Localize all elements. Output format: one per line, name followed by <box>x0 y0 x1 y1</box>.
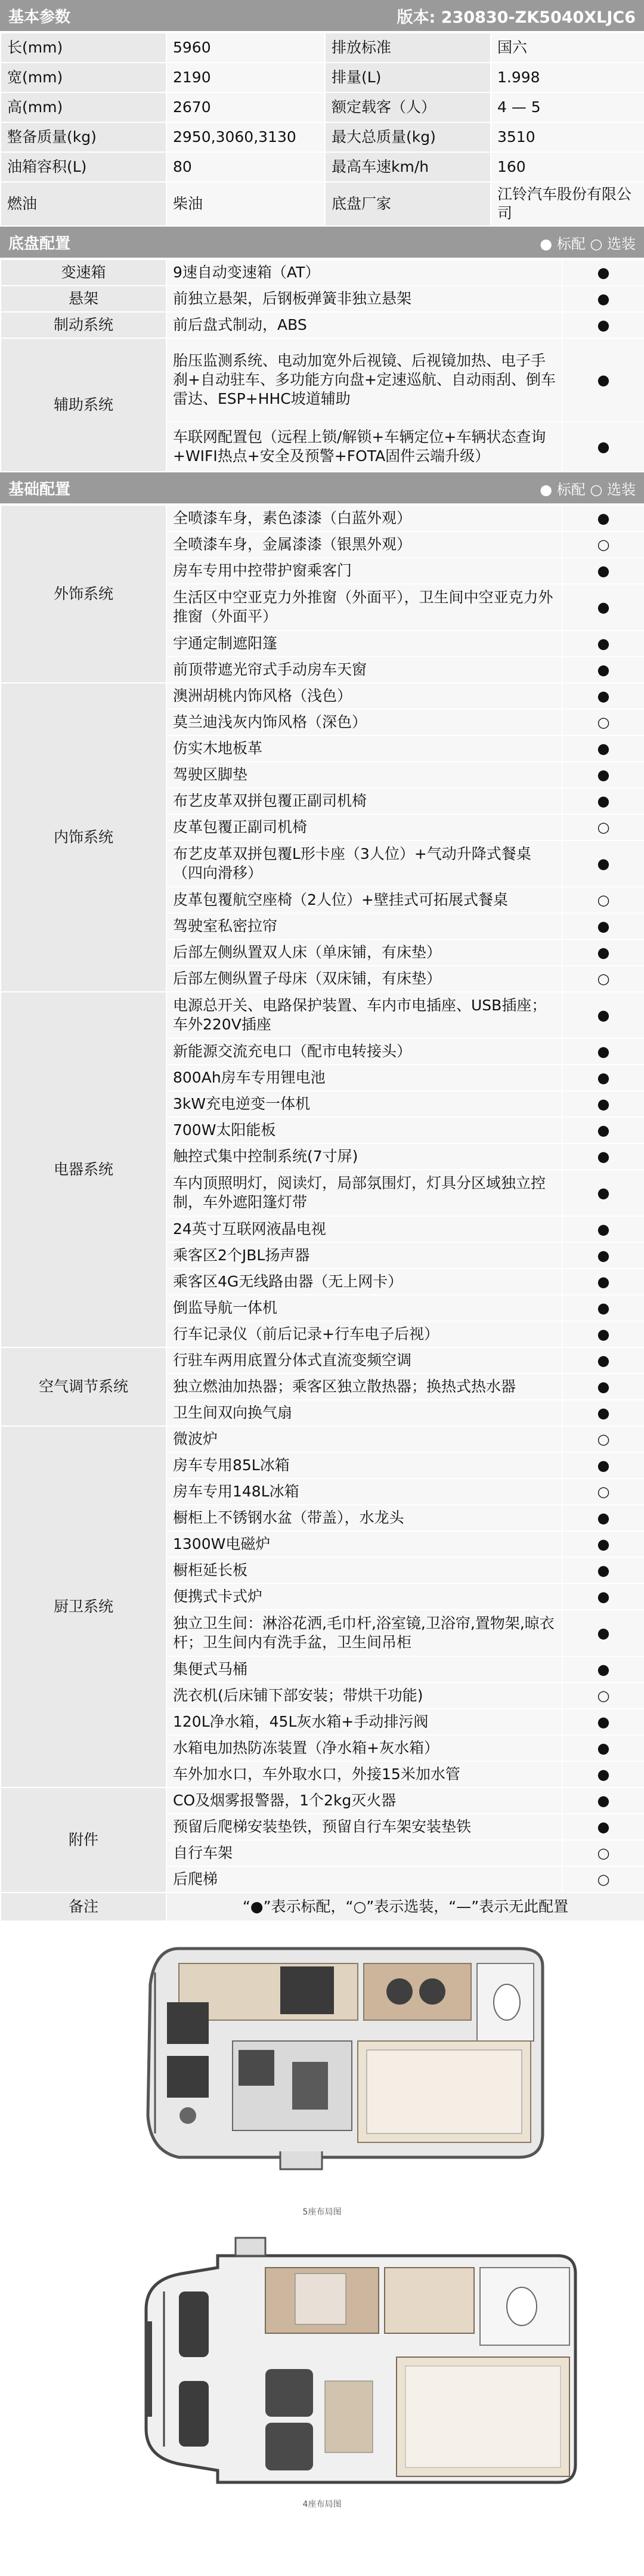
config-mark: ● <box>562 312 644 338</box>
config-item: 9速自动变速箱（AT） <box>166 259 562 286</box>
basic-section-title: 基本参数 <box>8 8 71 26</box>
config-item: 全喷漆车身，素色漆漆（白蓝外观） <box>166 505 562 531</box>
config-item: 橱柜延长板 <box>166 1557 562 1584</box>
basic-row <box>1 122 644 152</box>
config-item: 房车专用148L冰箱 <box>166 1479 562 1505</box>
config-mark: ● <box>562 1065 644 1091</box>
config-item: CO及烟雾报警器，1个2kg灭火器 <box>166 1788 562 1814</box>
basic-row <box>1 63 644 92</box>
config-mark: ● <box>562 683 644 709</box>
param-key: 排量(L) <box>325 63 491 92</box>
category-label: 内饰系统 <box>1 683 166 992</box>
param-value: 2950,3060,3130 <box>166 122 325 152</box>
config-item: 行车记录仪（前后记录+行车电子后视） <box>166 1321 562 1347</box>
config-item: 车外加水口，车外取水口，外接15米加水管 <box>166 1761 562 1788</box>
config-item: 前后盘式制动，ABS <box>166 312 562 338</box>
config-mark: ● <box>562 1452 644 1479</box>
param-key: 宽(mm) <box>1 63 166 92</box>
config-row <box>1 1426 644 1452</box>
param-key: 长(mm) <box>1 33 166 63</box>
config-mark: ○ <box>562 1479 644 1505</box>
config-mark: ● <box>562 1170 644 1216</box>
config-row <box>1 1347 644 1374</box>
category-label: 厨卫系统 <box>1 1426 166 1788</box>
config-mark: ● <box>562 1709 644 1735</box>
config-item: 皮革包覆正副司机椅 <box>166 814 562 840</box>
config-mark: ● <box>562 1143 644 1170</box>
category-label: 空气调节系统 <box>1 1347 166 1426</box>
config-mark: ● <box>562 735 644 762</box>
config-item: 便携式卡式炉 <box>166 1584 562 1610</box>
config-item: 乘客区4G无线路由器（无上网卡） <box>166 1269 562 1295</box>
config-mark: ● <box>562 1557 644 1584</box>
config-item: 前独立悬架，后钢板弹簧非独立悬架 <box>166 286 562 312</box>
plan2-caption: 4座布局图 <box>302 2500 342 2509</box>
config-mark: ● <box>562 1610 644 1656</box>
version-label: 版本: 230830-ZK5040XLJC6 <box>397 8 636 27</box>
base-config-table <box>0 505 644 1922</box>
config-item: 新能源交流充电口（配市电转接头） <box>166 1038 562 1065</box>
config-mark: ● <box>562 657 644 683</box>
floor-plan-4-seat-drawing <box>0 2220 644 2494</box>
base-section-header <box>0 472 644 505</box>
config-item: 独立卫生间：淋浴花洒,毛巾杆,浴室镜,卫浴帘,置物架,晾衣杆；卫生间内有洗手盆，卫生间吊柜 <box>166 1610 562 1656</box>
param-key: 油箱容积(L) <box>1 152 166 182</box>
param-key: 最高车速km/h <box>325 152 491 182</box>
config-mark: ● <box>562 422 644 472</box>
param-value: 5960 <box>166 33 325 63</box>
param-value: 柴油 <box>166 182 325 226</box>
config-item: 预留后爬梯安装垫铁，预留自行车架安装垫铁 <box>166 1814 562 1840</box>
config-row <box>1 505 644 531</box>
config-item: 布艺皮革双拼包覆L形卡座（3人位）+气动升降式餐桌（四向滑移） <box>166 840 562 887</box>
config-item: 澳洲胡桃内饰风格（浅色） <box>166 683 562 709</box>
chassis-table <box>0 259 644 472</box>
config-mark: ○ <box>562 966 644 992</box>
config-item: 皮革包覆航空座椅（2人位）+壁挂式可拓展式餐桌 <box>166 887 562 913</box>
basic-row <box>1 182 644 226</box>
config-mark: ● <box>562 558 644 584</box>
config-mark: ● <box>562 1038 644 1065</box>
param-key: 底盘厂家 <box>325 182 491 226</box>
config-mark: ○ <box>562 887 644 913</box>
config-item: 布艺皮革双拼包覆正副司机椅 <box>166 788 562 814</box>
config-row <box>1 992 644 1038</box>
category-label: 电器系统 <box>1 992 166 1347</box>
category-label: 变速箱 <box>1 259 166 286</box>
basic-section-header <box>0 0 644 32</box>
param-value: 江铃汽车股份有限公司 <box>491 182 644 226</box>
config-mark: ● <box>562 505 644 531</box>
param-value: 2670 <box>166 92 325 122</box>
param-key: 高(mm) <box>1 92 166 122</box>
config-item: 全喷漆车身，金属漆漆（银黑外观） <box>166 531 562 558</box>
config-mark: ● <box>562 1761 644 1788</box>
config-item: 24英寸互联网液晶电视 <box>166 1216 562 1242</box>
config-mark: ● <box>562 840 644 887</box>
chassis-row <box>1 286 644 312</box>
note-text: “●”表示标配，“○”表示选装，“—”表示无此配置 <box>166 1892 644 1921</box>
config-item: 后爬梯 <box>166 1866 562 1892</box>
chassis-row <box>1 312 644 338</box>
config-mark: ● <box>562 762 644 788</box>
config-mark: ● <box>562 1117 644 1143</box>
config-item: 800Ah房车专用锂电池 <box>166 1065 562 1091</box>
config-mark: ● <box>562 913 644 939</box>
config-item: 倒监导航一体机 <box>166 1295 562 1321</box>
config-item: 橱柜上不锈钢水盆（带盖），水龙头 <box>166 1505 562 1531</box>
config-item: 700W太阳能板 <box>166 1117 562 1143</box>
basic-row <box>1 92 644 122</box>
config-mark: ● <box>562 630 644 657</box>
config-item: 行驻车两用底置分体式直流变频空调 <box>166 1347 562 1374</box>
param-key: 最大总质量(kg) <box>325 122 491 152</box>
config-item: 驾驶区脚垫 <box>166 762 562 788</box>
config-item: 生活区中空亚克力外推窗（外面平），卫生间中空亚克力外推窗（外面平） <box>166 584 562 630</box>
config-mark: ● <box>562 1295 644 1321</box>
config-item: 乘客区2个JBL扬声器 <box>166 1242 562 1269</box>
config-mark: ● <box>562 1347 644 1374</box>
category-label: 外饰系统 <box>1 505 166 683</box>
config-mark: ● <box>562 1656 644 1683</box>
config-item: 卫生间双向换气扇 <box>166 1400 562 1426</box>
config-mark: ● <box>562 584 644 630</box>
basic-row <box>1 152 644 182</box>
config-item: 莫兰迪浅灰内饰风格（深色） <box>166 709 562 735</box>
config-item: 房车专用中控带护窗乘客门 <box>166 558 562 584</box>
config-mark: ○ <box>562 1840 644 1866</box>
chassis-section-header <box>0 227 644 259</box>
param-key: 整备质量(kg) <box>1 122 166 152</box>
config-mark: ● <box>562 286 644 312</box>
floor-plan-4-seat <box>0 2220 644 2512</box>
param-value: 2190 <box>166 63 325 92</box>
config-item: 水箱电加热防冻装置（净水箱+灰水箱） <box>166 1735 562 1761</box>
config-mark: ● <box>562 1242 644 1269</box>
param-value: 3510 <box>491 122 644 152</box>
config-mark: ● <box>562 1735 644 1761</box>
config-item: 胎压监测系统、电动加宽外后视镜、后视镜加热、电子手刹+自动驻车、多功能方向盘+定速巡航、自动雨刮、倒车雷达、ESP+HHC坡道辅助 <box>166 338 562 422</box>
config-row <box>1 683 644 709</box>
base-section-title: 基础配置 <box>8 480 71 499</box>
param-key: 排放标准 <box>325 33 491 63</box>
config-mark: ● <box>562 1788 644 1814</box>
chassis-section-title: 底盘配置 <box>8 234 71 253</box>
param-value: 国六 <box>491 33 644 63</box>
config-item: 自行车架 <box>166 1840 562 1866</box>
chassis-row <box>1 259 644 286</box>
config-item: 仿实木地板革 <box>166 735 562 762</box>
config-mark: ○ <box>562 1683 644 1709</box>
config-item: 1300W电磁炉 <box>166 1531 562 1557</box>
basic-params-table <box>0 32 644 227</box>
config-item: 后部左侧纵置子母床（双床铺，有床垫） <box>166 966 562 992</box>
config-mark: ● <box>562 1584 644 1610</box>
note-row <box>1 1892 644 1921</box>
config-item: 微波炉 <box>166 1426 562 1452</box>
basic-row <box>1 33 644 63</box>
config-item: 驾驶室私密拉帘 <box>166 913 562 939</box>
config-mark: ● <box>562 992 644 1038</box>
floor-plan-5-seat <box>0 1922 644 2220</box>
config-mark: ● <box>562 1814 644 1840</box>
config-mark: ● <box>562 1374 644 1400</box>
category-label: 悬架 <box>1 286 166 312</box>
chassis-row <box>1 338 644 422</box>
floor-plan-5-seat-drawing <box>0 1922 644 2202</box>
category-label: 附件 <box>1 1788 166 1892</box>
config-mark: ○ <box>562 531 644 558</box>
category-label: 辅助系统 <box>1 338 166 472</box>
plan1-caption: 5座布局图 <box>302 2207 342 2217</box>
config-mark: ○ <box>562 1426 644 1452</box>
note-label: 备注 <box>1 1892 166 1921</box>
config-item: 房车专用85L冰箱 <box>166 1452 562 1479</box>
param-key: 额定载客（人） <box>325 92 491 122</box>
config-item: 120L净水箱，45L灰水箱+手动排污阀 <box>166 1709 562 1735</box>
config-mark: ● <box>562 1216 644 1242</box>
config-item: 前顶带遮光帘式手动房车天窗 <box>166 657 562 683</box>
config-item: 3kW充电逆变一体机 <box>166 1091 562 1117</box>
param-value: 4 — 5 <box>491 92 644 122</box>
config-mark: ● <box>562 1505 644 1531</box>
config-item: 触控式集中控制系统(7寸屏) <box>166 1143 562 1170</box>
config-mark: ● <box>562 939 644 966</box>
config-mark: ○ <box>562 709 644 735</box>
config-item: 后部左侧纵置双人床（单床铺，有床垫） <box>166 939 562 966</box>
param-value: 160 <box>491 152 644 182</box>
config-mark: ○ <box>562 1866 644 1892</box>
config-item: 车内顶照明灯，阅读灯，局部氛围灯，灯具分区域独立控制，车外遮阳篷灯带 <box>166 1170 562 1216</box>
category-label: 制动系统 <box>1 312 166 338</box>
floor-plans <box>0 1922 644 2512</box>
config-item: 集便式马桶 <box>166 1656 562 1683</box>
config-row <box>1 1788 644 1814</box>
config-mark: ● <box>562 1269 644 1295</box>
param-value: 80 <box>166 152 325 182</box>
config-mark: ● <box>562 1400 644 1426</box>
config-item: 洗衣机(后床铺下部安装；带烘干功能) <box>166 1683 562 1709</box>
config-item: 独立燃油加热器；乘客区独立散热器；换热式热水器 <box>166 1374 562 1400</box>
config-item: 电源总开关、电路保护装置、车内市电插座、USB插座；车外220V插座 <box>166 992 562 1038</box>
chassis-legend: ● 标配 ○ 选装 <box>540 235 636 252</box>
config-item: 宇通定制遮阳篷 <box>166 630 562 657</box>
config-mark: ● <box>562 1321 644 1347</box>
config-mark: ● <box>562 1531 644 1557</box>
config-mark: ● <box>562 788 644 814</box>
param-value: 1.998 <box>491 63 644 92</box>
config-item: 车联网配置包（远程上锁/解锁+车辆定位+车辆状态查询+WIFI热点+安全及预警+FOTA固件云端升级） <box>166 422 562 472</box>
base-legend: ● 标配 ○ 选装 <box>540 481 636 498</box>
config-mark: ● <box>562 338 644 422</box>
config-mark: ● <box>562 259 644 286</box>
config-mark: ● <box>562 1091 644 1117</box>
param-key: 燃油 <box>1 182 166 226</box>
config-mark: ○ <box>562 814 644 840</box>
